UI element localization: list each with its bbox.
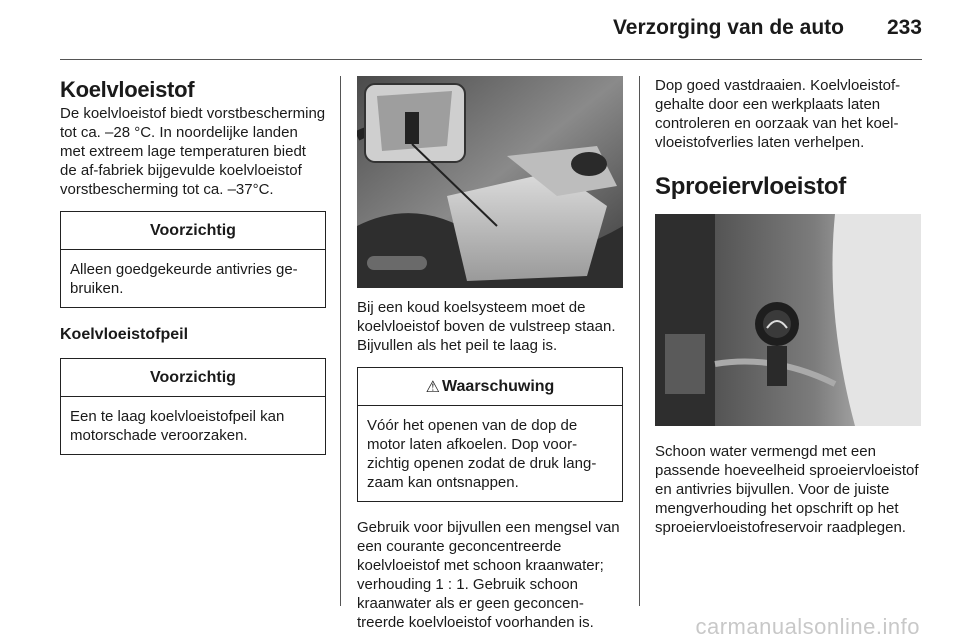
mixture-text: Gebruik voor bijvullen een mengsel van een courante geconcentreerde koelvloeistof met schoon kraanwater; verhouding 1 : 1. Gebruik schoon kraanwater als er geen geconcentreerde koelvloeistof voorhanden is. bbox=[357, 519, 620, 631]
warning-text: Vóór het openen van de dop de motor laten afkoelen. Dop voorzichtig openen zodat de druk langzaam kan ontsnappen. bbox=[367, 417, 597, 491]
coolant-level-heading: Koelvloeistofpeil bbox=[60, 326, 189, 343]
washer-fluid-heading: Sproeiervloeistof bbox=[655, 173, 846, 200]
cold-system-text: Bij een koud koelsysteem moet de koelvloeistof boven de vulstreep staan. Bijvullen als het peil te laag is. bbox=[357, 299, 616, 354]
coolant-intro: De koelvloeistof biedt vorstbescherming tot ca. –28 °C. In noordelijke landen met extreem lage temperaturen biedt de af-fabriek bijgevulde koelvloeistof vorstbescherming tot ca. –37°C. bbox=[60, 105, 326, 198]
column-2 bbox=[357, 76, 623, 632]
column-divider-1 bbox=[340, 76, 341, 606]
page-header bbox=[60, 0, 922, 60]
washer-reservoir-photo bbox=[655, 214, 921, 426]
warning-title: Waarschuwing bbox=[442, 377, 555, 395]
caution-box-level bbox=[60, 358, 326, 455]
warning-triangle-icon: ⚠ bbox=[425, 378, 441, 396]
caution-text: Alleen goedgekeurde antivries gebruiken. bbox=[70, 261, 298, 297]
column-1 bbox=[60, 76, 326, 455]
caution-title: Voorzichtig bbox=[61, 212, 325, 250]
cap-text: Dop goed vastdraaien. Koelvloeistofgehalte door een werkplaats laten controleren en oorzaak van het koelvloeistofverlies laten verhelpen. bbox=[655, 77, 901, 151]
watermark: carmanualsonline.info bbox=[695, 614, 920, 639]
page-number: 233 bbox=[886, 16, 922, 39]
caution-title: Voorzichtig bbox=[61, 359, 325, 397]
column-3 bbox=[655, 76, 921, 537]
section-title: Verzorging van de auto bbox=[612, 16, 844, 39]
coolant-heading: Koelvloeistof bbox=[60, 77, 195, 102]
caution-text: Een te laag koelvloeistofpeil kan motorschade veroorzaken. bbox=[70, 408, 285, 444]
column-divider-2 bbox=[639, 76, 640, 606]
caution-box-antifreeze bbox=[60, 211, 326, 308]
coolant-reservoir-photo bbox=[357, 76, 623, 288]
warning-box bbox=[357, 367, 623, 502]
washer-instructions: Schoon water vermengd met een passende hoeveelheid sproeiervloeistof en antivries bijvullen. Voor de juiste mengverhouding het opschrift op het sproeiervloeistofreservoir raadplegen. bbox=[655, 443, 919, 536]
